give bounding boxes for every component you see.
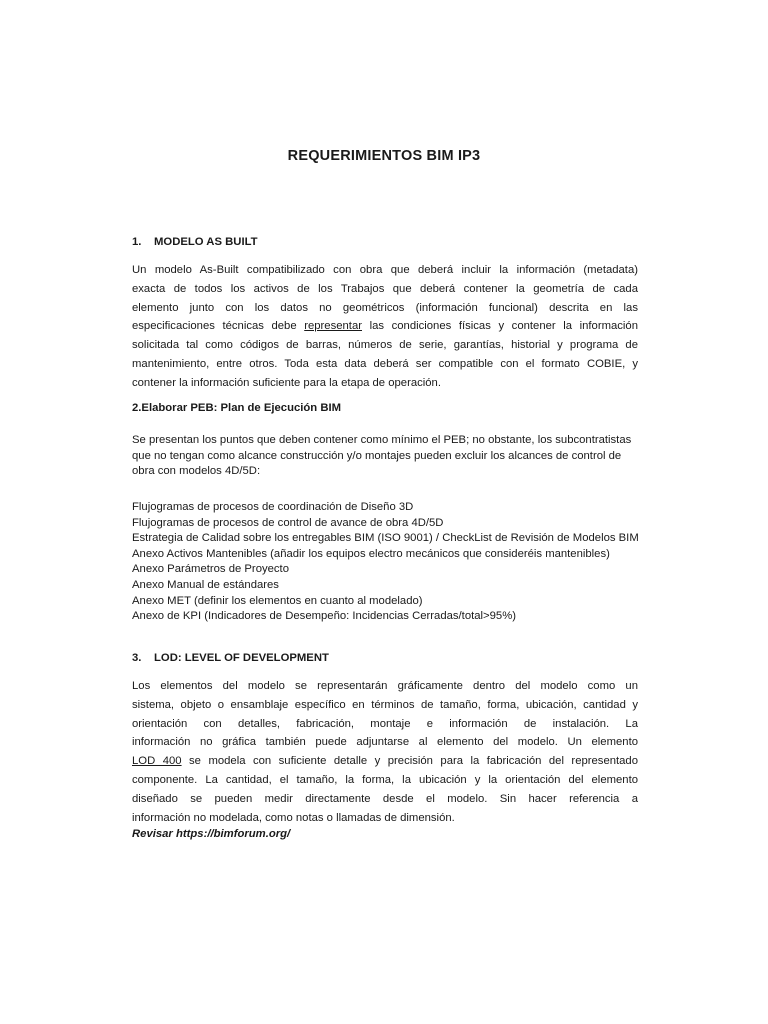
paragraph-line: solicitada tal como códigos de barras, números de serie, garantías, historial y programa de (132, 339, 638, 352)
section-3-heading (132, 652, 329, 664)
text-run: especificaciones técnicas debe (132, 320, 305, 333)
list-item: Anexo Manual de estándares (132, 578, 279, 591)
list-item: Flujogramas de procesos de coordinación de Diseño 3D (132, 501, 414, 513)
paragraph-line: diseñado se pueden medir directamente desde el modelo. Sin hacer referencia a (132, 792, 638, 805)
paragraph-line: componente. La cantidad, el tamaño, la forma, la ubicación y la orientación del elemento (132, 773, 638, 786)
list-item: Flujogramas de procesos de control de avance de obra 4D/5D (132, 516, 444, 529)
text-run: las condiciones físicas y contener la información (362, 320, 638, 333)
paragraph-line: elemento junto con los datos no geométricos (información funcional) descrita en las (132, 301, 638, 314)
list-item: Anexo Parámetros de Proyecto (132, 563, 289, 576)
paragraph-line: contener la información suficiente para la etapa de operación. (132, 376, 441, 389)
paragraph-line: Un modelo As-Built compatibilizado con obra que deberá incluir la información (metadata) (132, 264, 638, 276)
paragraph-line: Los elementos del modelo se representarán gráficamente dentro del modelo como un (132, 680, 638, 692)
paragraph-line (132, 317, 638, 336)
section-2-intro (132, 433, 662, 480)
paragraph-line: información no gráfica también puede adjuntarse al elemento del modelo. Un elemento (132, 736, 638, 749)
bimforum-link[interactable]: Revisar https://bimforum.org/ (132, 828, 291, 840)
section-3-number: 3. (132, 652, 142, 664)
paragraph-line: obra con modelos 4D/5D: (132, 465, 261, 478)
section-1-number: 1. (132, 236, 142, 248)
paragraph-line: sistema, objeto o ensamblaje específico en términos de tamaño, forma, ubicación, cantidad y (132, 698, 638, 711)
section-3-paragraph (132, 677, 638, 827)
section-1-title: MODELO AS BUILT (154, 236, 258, 248)
paragraph-line (132, 752, 638, 771)
lod-400-term: LOD 400 (132, 755, 182, 768)
paragraph-line: mantenimiento, entre otros. Toda esta data deberá ser compatible con el formato COBIE, y (132, 357, 638, 370)
section-1-heading (132, 236, 258, 248)
list-item: Anexo MET (definir los elementos en cuanto al modelado) (132, 594, 423, 607)
peb-items-list (132, 500, 639, 625)
paragraph-line: Se presentan los puntos que deben contener como mínimo el PEB; no obstante, los subcontratistas (132, 434, 632, 446)
paragraph-line: que no tengan como alcance construcción y/o montajes pueden excluir los alcances de control de (132, 449, 622, 462)
text-run: se modela con suficiente detalle y precisión para la fabricación del representado (181, 755, 639, 768)
section-1-paragraph (132, 261, 638, 393)
underlined-word: representar (304, 320, 362, 333)
list-item: Anexo de KPI (Indicadores de Desempeño: Incidencias Cerradas/total>95%) (132, 610, 517, 623)
paragraph-line: orientación con detalles, fabricación, montaje e información de instalación. La (132, 717, 638, 730)
list-item: Estrategia de Calidad sobre los entregables BIM (ISO 9001) / CheckList de Revisión de Modelos BIM (132, 532, 639, 545)
section-3-title: LOD: LEVEL OF DEVELOPMENT (154, 652, 329, 664)
section-2-heading: 2.Elaborar PEB: Plan de Ejecución BIM (132, 402, 342, 414)
list-item: Anexo Activos Mantenibles (añadir los equipos electro mecánicos que consideréis mantenibles) (132, 547, 610, 560)
page-title: REQUERIMIENTOS BIM IP3 (287, 148, 481, 164)
paragraph-line: información no modelada, como notas o llamadas de dimensión. (132, 811, 455, 824)
paragraph-line: exacta de todos los activos de los Trabajos que deberá contener la geometría de cada (132, 282, 638, 295)
